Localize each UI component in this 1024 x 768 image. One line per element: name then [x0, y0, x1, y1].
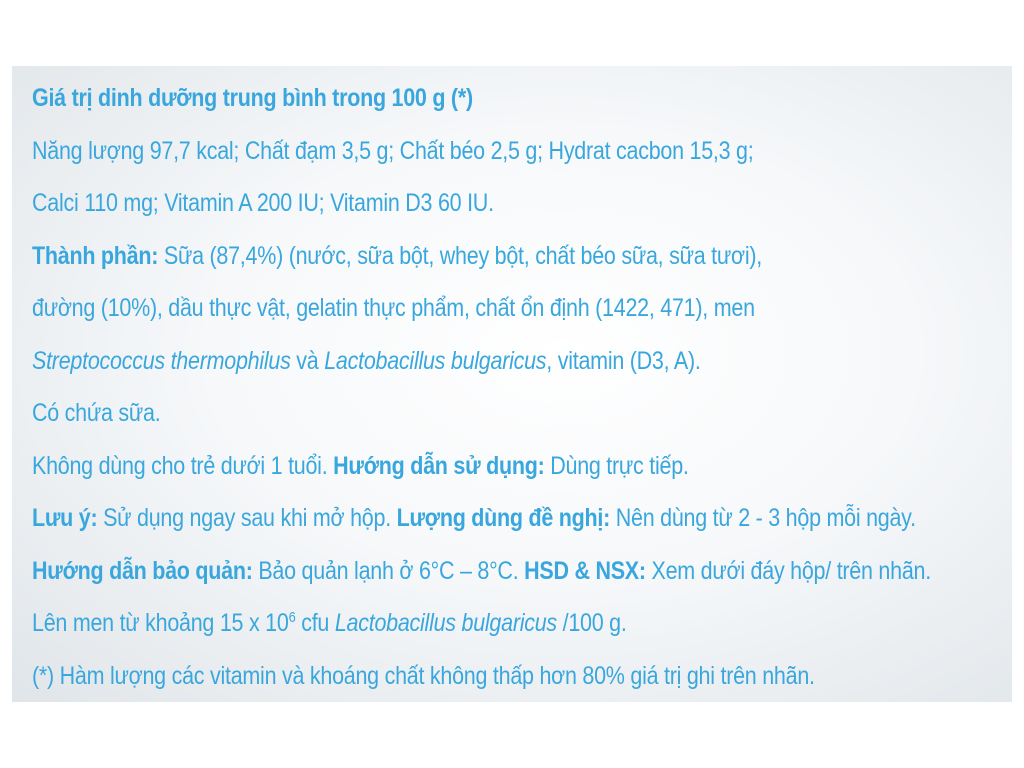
ingredients-line-1 [32, 230, 875, 283]
ferment-strain: Lactobacillus bulgaricus [334, 609, 557, 637]
ferment-exponent: 6 [288, 609, 296, 626]
footnote: (*) Hàm lượng các vitamin và khoáng chất không thấp hơn 80% giá trị ghi trên nhãn. [32, 661, 815, 690]
ferment-unit: cfu [295, 609, 335, 637]
ferment-prefix: Lên men từ khoảng 15 x 10 [32, 609, 289, 637]
usage-line [32, 440, 875, 493]
expiry-label: HSD & NSX: [524, 556, 646, 585]
ingredients-line-3 [32, 335, 875, 388]
ingredients-text-1: Sữa (87,4%) (nước, sữa bột, whey bột, chất béo sữa, sữa tươi), [158, 241, 762, 270]
nutrition-line-2: Calci 110 mg; Vitamin A 200 IU; Vitamin D3 60 IU. [32, 189, 494, 217]
strain-lactobacillus: Lactobacillus bulgaricus [324, 346, 547, 375]
expiry-text: Xem dưới đáy hộp/ trên nhãn. [645, 556, 931, 585]
contains-milk: Có chứa sữa. [32, 399, 161, 427]
storage-line [32, 545, 931, 598]
storage-label: Hướng dẫn bảo quản: [32, 556, 253, 585]
ingredients-tail: , vitamin (D3, A). [546, 346, 701, 375]
ingredients-line-2: đường (10%), dầu thực vật, gelatin thực phẩm, chất ổn định (1422, 471), men [32, 294, 755, 322]
and-word: và [290, 346, 325, 375]
dose-text: Nên dùng từ 2 - 3 hộp mỗi ngày. [610, 504, 916, 532]
ingredients-label: Thành phần: [32, 241, 159, 270]
usage-text: Dùng trực tiếp. [544, 451, 689, 480]
note-line [32, 492, 916, 545]
nutrition-line-1: Năng lượng 97,7 kcal; Chất đạm 3,5 g; Chất béo 2,5 g; Hydrat cacbon 15,3 g; [32, 136, 754, 165]
fermentation-line [32, 597, 875, 650]
age-warning: Không dùng cho trẻ dưới 1 tuổi. [32, 451, 334, 480]
nutrition-heading: Giá trị dinh dưỡng trung bình trong 100 g (*) [32, 84, 473, 112]
storage-text: Bảo quản lạnh ở 6°C – 8°C. [252, 556, 525, 585]
usage-label: Hướng dẫn sử dụng: [333, 451, 545, 480]
label-text-block [32, 72, 1012, 702]
strain-streptococcus: Streptococcus thermophilus [32, 346, 291, 375]
product-label-panel [12, 66, 1012, 702]
ferment-suffix: /100 g. [556, 609, 627, 637]
dose-label: Lượng dùng đề nghị: [396, 504, 611, 532]
note-text: Sử dụng ngay sau khi mở hộp. [97, 504, 397, 532]
note-label: Lưu ý: [32, 504, 98, 532]
